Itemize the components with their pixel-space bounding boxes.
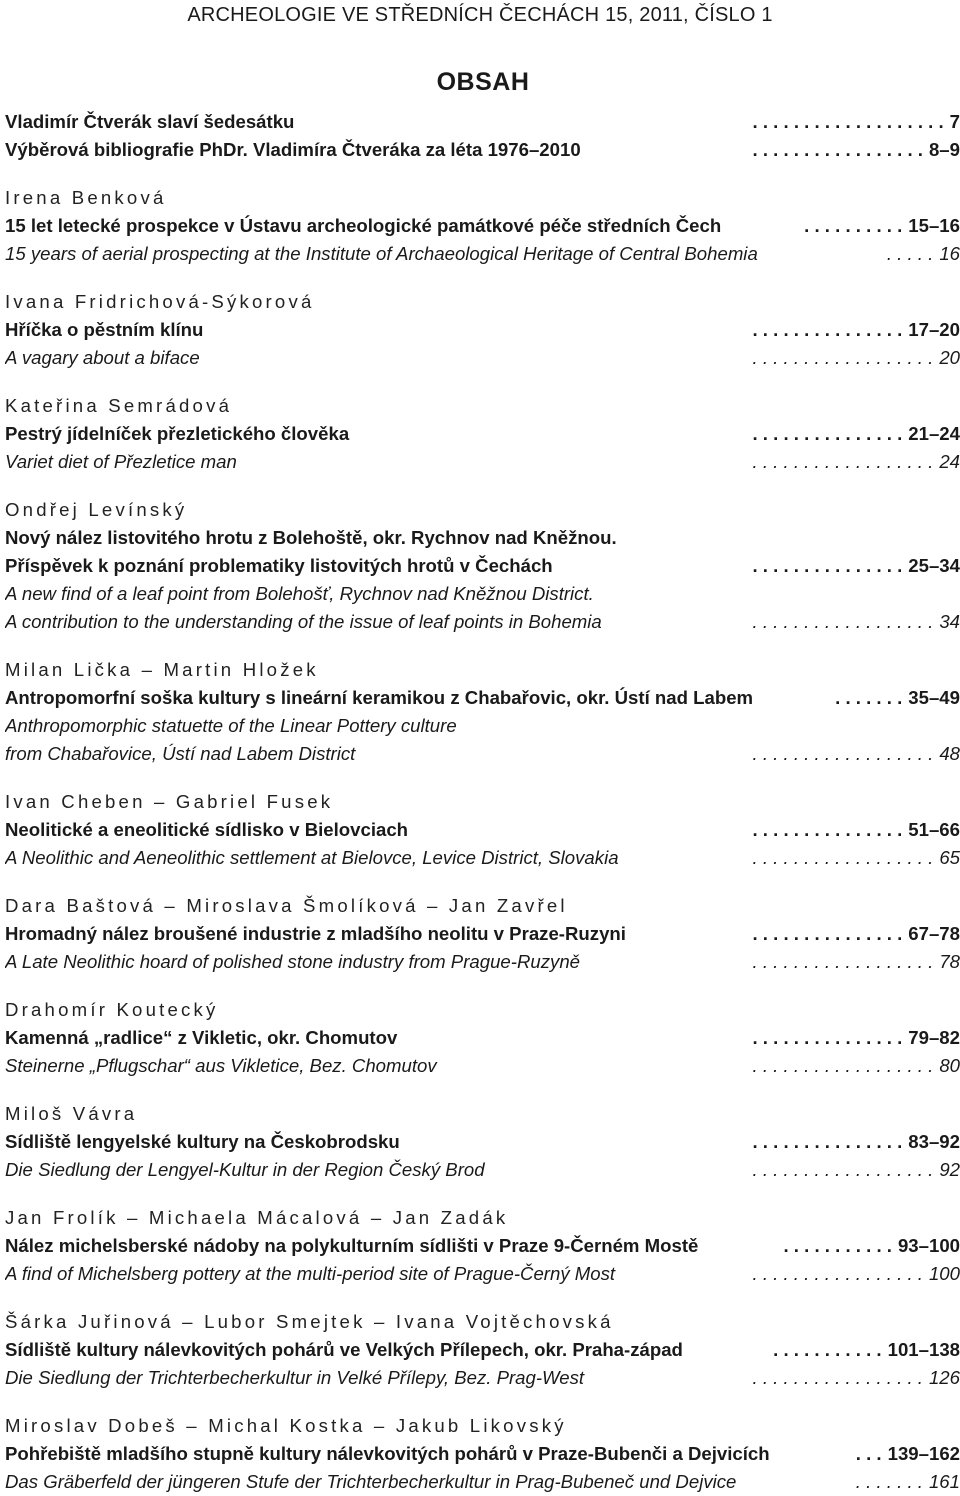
author-line: Drahomír Koutecký bbox=[5, 999, 219, 1020]
page-range: 21–24 bbox=[908, 420, 960, 448]
dot-leader: . . . . . . . . . . . . . . . . . . bbox=[752, 1055, 934, 1076]
dot-leader: . . . . . . . . . . . . . . . . . bbox=[752, 1263, 923, 1284]
toc-entry-title bbox=[5, 1024, 960, 1052]
page-range: 83–92 bbox=[908, 1128, 960, 1156]
entry-title: A new find of a leaf point from Bolehošť, Rychnov nad Kněžnou District. bbox=[5, 580, 596, 608]
toc-entry-title bbox=[5, 552, 960, 580]
dot-leader: . . . . . . . . . . . . . . . . . . bbox=[752, 611, 934, 632]
dot-leader: . . . . . bbox=[886, 243, 934, 264]
author-line: Miloš Vávra bbox=[5, 1103, 138, 1124]
section-gap bbox=[5, 1080, 960, 1100]
page-range: 126 bbox=[929, 1364, 960, 1392]
entry-title: A find of Michelsberg pottery at the multi-period site of Prague-Černý Most bbox=[5, 1260, 617, 1288]
page-range: 24 bbox=[939, 448, 960, 476]
page-range: 51–66 bbox=[908, 816, 960, 844]
entry-title: Sídliště kultury nálevkovitých pohárů ve Velkých Přílepech, okr. Praha-západ bbox=[5, 1336, 685, 1364]
dot-leader: . . . . . . . . . . . . . . . . . . bbox=[752, 743, 934, 764]
toc-entry-translation bbox=[5, 844, 960, 872]
section-gap bbox=[5, 768, 960, 788]
entry-title: Neolitické a eneolitické sídlisko v Bielovciach bbox=[5, 816, 410, 844]
page-range: 25–34 bbox=[908, 552, 960, 580]
author-line: Ivana Fridrichová-Sýkorová bbox=[5, 291, 315, 312]
page-range: 65 bbox=[939, 844, 960, 872]
toc-entry-title bbox=[5, 684, 960, 712]
entry-title: A vagary about a biface bbox=[5, 344, 202, 372]
page-range: 92 bbox=[939, 1156, 960, 1184]
entry-title: Variet diet of Přezletice man bbox=[5, 448, 239, 476]
dot-leader: . . . . . . . . . . . . . . . bbox=[752, 1131, 903, 1152]
toc-entry-title bbox=[5, 108, 960, 136]
section-gap bbox=[5, 268, 960, 288]
toc-entry-translation bbox=[5, 448, 960, 476]
page-range: 80 bbox=[939, 1052, 960, 1080]
author-line: Dara Baštová – Miroslava Šmolíková – Jan Zavřel bbox=[5, 895, 568, 916]
section-gap bbox=[5, 372, 960, 392]
entry-title: Pestrý jídelníček přezletického člověka bbox=[5, 420, 351, 448]
dot-leader: . . . . . . . . . . bbox=[804, 215, 903, 236]
entry-title: Die Siedlung der Lengyel-Kultur in der Region Český Brod bbox=[5, 1156, 487, 1184]
toc-entry-title bbox=[5, 212, 960, 240]
page-range: 100 bbox=[929, 1260, 960, 1288]
dot-leader: . . . . . . . . . . . . . . . . . . bbox=[752, 847, 934, 868]
entry-title: A Neolithic and Aeneolithic settlement at Bielovce, Levice District, Slovakia bbox=[5, 844, 621, 872]
page-range: 93–100 bbox=[898, 1232, 960, 1260]
page-range: 16 bbox=[939, 240, 960, 268]
dot-leader: . . . . . . . bbox=[855, 1471, 923, 1492]
dot-leader: . . . bbox=[855, 1443, 882, 1464]
dot-leader: . . . . . . . . . . . . . . . bbox=[752, 319, 903, 340]
dot-leader: . . . . . . . . . . . bbox=[773, 1339, 882, 1360]
dot-leader: . . . . . . . . . . . . . . . . . . bbox=[752, 1159, 934, 1180]
author-line: Jan Frolík – Michaela Mácalová – Jan Zadák bbox=[5, 1207, 509, 1228]
dot-leader: . . . . . . . bbox=[835, 687, 903, 708]
entry-title: Vladimír Čtverák slaví šedesátku bbox=[5, 108, 296, 136]
dot-leader: . . . . . . . . . . . . . . . bbox=[752, 923, 903, 944]
page-range: 8–9 bbox=[929, 136, 960, 164]
section-gap bbox=[5, 976, 960, 996]
page-range: 35–49 bbox=[908, 684, 960, 712]
section-gap bbox=[5, 872, 960, 892]
page-range: 15–16 bbox=[908, 212, 960, 240]
page-range: 34 bbox=[939, 608, 960, 636]
toc-entry-title bbox=[5, 1128, 960, 1156]
toc-entry-title bbox=[5, 1336, 960, 1364]
entry-title: Příspěvek k poznání problematiky listovitých hrotů v Čechách bbox=[5, 552, 555, 580]
dot-leader: . . . . . . . . . . . . . . . . . . bbox=[752, 951, 934, 972]
author-line: Miroslav Dobeš – Michal Kostka – Jakub Likovský bbox=[5, 1415, 567, 1436]
section-gap bbox=[5, 636, 960, 656]
page-range: 17–20 bbox=[908, 316, 960, 344]
author-line: Ondřej Levínský bbox=[5, 499, 188, 520]
section-gap bbox=[5, 164, 960, 184]
toc-entry-translation bbox=[5, 948, 960, 976]
page-range: 161 bbox=[929, 1468, 960, 1496]
toc-entry-title bbox=[5, 1232, 960, 1260]
entry-title: 15 let letecké prospekce v Ústavu archeologické památkové péče středních Čech bbox=[5, 212, 723, 240]
page-range: 78 bbox=[939, 948, 960, 976]
author-line: Kateřina Semrádová bbox=[5, 395, 233, 416]
page-range: 101–138 bbox=[888, 1336, 960, 1364]
toc-entry-title bbox=[5, 316, 960, 344]
dot-leader: . . . . . . . . . . . . . . . . . bbox=[752, 139, 923, 160]
toc-entry-translation bbox=[5, 240, 960, 268]
toc-entry-title bbox=[5, 816, 960, 844]
dot-leader: . . . . . . . . . . . . . . . . . . bbox=[752, 451, 934, 472]
contents-heading: OBSAH bbox=[436, 68, 530, 96]
dot-leader: . . . . . . . . . . . . . . . bbox=[752, 555, 903, 576]
author-line: Šárka Juřinová – Lubor Smejtek – Ivana Vojtěchovská bbox=[5, 1311, 614, 1332]
entry-title: Antropomorfní soška kultury s lineární keramikou z Chabařovic, okr. Ústí nad Labem bbox=[5, 684, 755, 712]
entry-title: 15 years of aerial prospecting at the Institute of Archaeological Heritage of Central Bohemia bbox=[5, 240, 760, 268]
dot-leader: . . . . . . . . . . . . . . . . . . bbox=[752, 347, 934, 368]
page-range: 7 bbox=[950, 108, 960, 136]
toc-entry-translation bbox=[5, 344, 960, 372]
entry-title: Sídliště lengyelské kultury na Českobrodsku bbox=[5, 1128, 402, 1156]
dot-leader: . . . . . . . . . . . . . . . bbox=[752, 819, 903, 840]
entry-title: Nový nález listovitého hrotu z Bolehoště, okr. Rychnov nad Kněžnou. bbox=[5, 524, 619, 552]
entry-title: Anthropomorphic statuette of the Linear Pottery culture bbox=[5, 712, 459, 740]
toc-entry-translation bbox=[5, 1156, 960, 1184]
dot-leader: . . . . . . . . . . . . . . . . . bbox=[752, 1367, 923, 1388]
toc-entry-title bbox=[5, 524, 960, 552]
toc-entry-title bbox=[5, 920, 960, 948]
toc-entry-translation bbox=[5, 608, 960, 636]
section-gap bbox=[5, 1392, 960, 1412]
dot-leader: . . . . . . . . . . . . . . . bbox=[752, 1027, 903, 1048]
author-line: Milan Lička – Martin Hložek bbox=[5, 659, 319, 680]
entry-title: A contribution to the understanding of the issue of leaf points in Bohemia bbox=[5, 608, 604, 636]
entry-title: Pohřebiště mladšího stupně kultury nálevkovitých pohárů v Praze-Bubenči a Dejvicích bbox=[5, 1440, 772, 1468]
entry-title: Das Gräberfeld der jüngeren Stufe der Trichterbecherkultur in Prag-Bubeneč und Dejvice bbox=[5, 1468, 738, 1496]
entry-title: Hromadný nález broušené industrie z mladšího neolitu v Praze-Ruzyni bbox=[5, 920, 628, 948]
section-gap bbox=[5, 476, 960, 496]
table-of-contents bbox=[5, 108, 960, 1496]
entry-title: A Late Neolithic hoard of polished stone industry from Prague-Ruzyně bbox=[5, 948, 582, 976]
toc-entry-title bbox=[5, 1440, 960, 1468]
toc-entry-translation bbox=[5, 1260, 960, 1288]
entry-title: Výběrová bibliografie PhDr. Vladimíra Čtveráka za léta 1976–2010 bbox=[5, 136, 583, 164]
entry-title: Hříčka o pěstním klínu bbox=[5, 316, 205, 344]
entry-title: Nález michelsberské nádoby na polykulturním sídlišti v Praze 9-Černém Mostě bbox=[5, 1232, 700, 1260]
toc-entry-title bbox=[5, 420, 960, 448]
section-gap bbox=[5, 1288, 960, 1308]
section-gap bbox=[5, 1184, 960, 1204]
toc-entry-translation bbox=[5, 1468, 960, 1496]
author-line: Irena Benková bbox=[5, 187, 167, 208]
dot-leader: . . . . . . . . . . . . . . . bbox=[752, 423, 903, 444]
journal-header: ARCHEOLOGIE VE STŘEDNÍCH ČECHÁCH 15, 2011, ČÍSLO 1 bbox=[187, 4, 773, 26]
page-range: 139–162 bbox=[888, 1440, 960, 1468]
toc-entry-translation bbox=[5, 580, 960, 608]
toc-entry-title bbox=[5, 136, 960, 164]
entry-title: from Chabařovice, Ústí nad Labem District bbox=[5, 740, 357, 768]
toc-entry-translation bbox=[5, 1364, 960, 1392]
dot-leader: . . . . . . . . . . . bbox=[783, 1235, 892, 1256]
toc-entry-translation bbox=[5, 740, 960, 768]
toc-entry-translation bbox=[5, 712, 960, 740]
entry-title: Kamenná „radlice“ z Vikletic, okr. Chomutov bbox=[5, 1024, 399, 1052]
toc-entry-translation bbox=[5, 1052, 960, 1080]
page-range: 67–78 bbox=[908, 920, 960, 948]
page-range: 79–82 bbox=[908, 1024, 960, 1052]
dot-leader: . . . . . . . . . . . . . . . . . . . bbox=[752, 111, 944, 132]
page-range: 20 bbox=[939, 344, 960, 372]
entry-title: Steinerne „Pflugschar“ aus Vikletice, Bez. Chomutov bbox=[5, 1052, 439, 1080]
author-line: Ivan Cheben – Gabriel Fusek bbox=[5, 791, 334, 812]
page-range: 48 bbox=[939, 740, 960, 768]
entry-title: Die Siedlung der Trichterbecherkultur in Velké Přílepy, Bez. Prag-West bbox=[5, 1364, 586, 1392]
